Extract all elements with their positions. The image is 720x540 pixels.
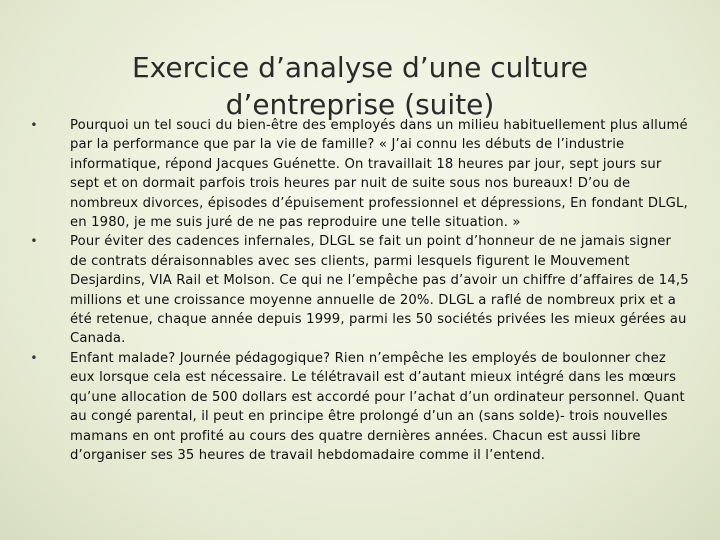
bullet-icon: • [30,118,38,132]
bullet-text: Pourquoi un tel souci du bien-être des employés dans un milieu habituellement plus allumé par la performance que par la vie de famille? « J’ai connu les débuts de l’industrie informatique, répond Jacques Guénette. On travaillait 18 heures par jour, sept jours sur sept et on dormait parfois trois heures par nuit de suite sous nos bureaux! D’ou de nombreux divorces, épisodes d’épuisement professionnel et dépressions, En fondant DLGL, en 1980, je me suis juré de ne pas reproduire une telle situation. » [70,118,688,231]
slide-title-line-1: Exercice d’analyse d’une culture [131,50,589,84]
bullet-text: Pour éviter des cadences infernales, DLGL se fait un point d’honneur de ne jamais signer de contrats déraisonnables avec ses clients, parmi lesquels figurent le Mouvement Desjardins, VIA Rail et Molson. Ce qui ne l’empêche pas d’avoir un chiffre d’affaires de 14,5 millions et une croissance moyenne annuelle de 20%. DLGL a raflé de nombreux prix et a été retenue, chaque année depuis 1999, parmi les 50 sociétés privées les mieux gérées au Canada. [70,234,689,347]
bullet-item [28,349,692,465]
bullet-item [28,232,692,348]
bullet-icon: • [30,234,38,249]
bullet-icon: • [30,350,38,365]
slide-title-line-2: d’entreprise (suite) [225,87,495,121]
bullet-text: Enfant malade? Journée pédagogique? Rien n’empêche les employés de boulonner chez eux lorsque cela est nécessaire. Le télétravail est d’autant mieux intégré dans les mœurs qu’une allocation de 500 dollars est accordé pour l’achat d’un ordinateur personnel. Quant au congé parental, il peut en principe être prolongé d’un an (sans solde)- trois nouvelles mamans en ont profité au cours des quatre dernières années. Chacun est aussi libre d’organiser ses 35 heures de travail hebdomadaire comme il l’entend. [70,350,685,463]
bullet-list [28,116,692,465]
bullet-item [28,116,692,232]
slide-title [60,49,660,123]
